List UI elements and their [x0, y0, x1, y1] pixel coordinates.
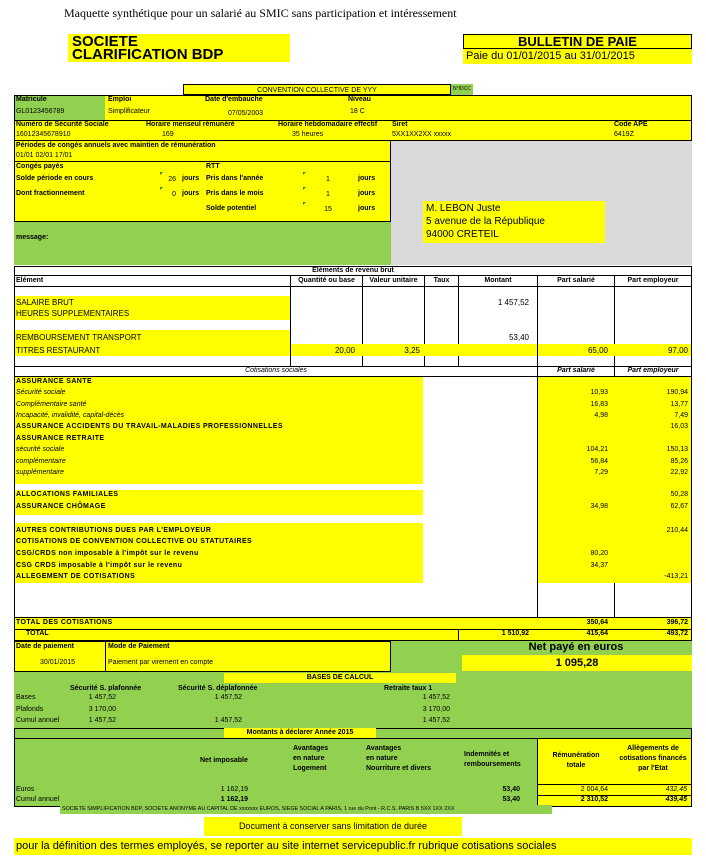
cotisation-row-label: Complémentaire santé — [16, 401, 87, 408]
bases-col3: Retraite taux 1 — [384, 685, 433, 692]
embauche-label: Date d'embauche — [205, 96, 263, 103]
montants-row-net: 1 162,19 — [220, 796, 248, 803]
convention-collective: CONVENTION COLLECTIVE DE YYY — [183, 84, 451, 95]
periodes-value: 01/01 02/01 17/01 — [16, 152, 73, 159]
col-unit: Valeur unitaire — [369, 277, 418, 284]
cotisation-row-salarie: 80,20 — [590, 550, 608, 557]
element-row-label: HEURES SUPPLEMENTAIRES — [16, 309, 130, 318]
solde-jours: jours — [182, 175, 200, 182]
company-name — [68, 34, 290, 62]
element-row-label: REMBOURSEMENT TRANSPORT — [16, 333, 142, 342]
solde-potentiel-jours: jours — [358, 205, 376, 212]
emploi-label: Emploi — [108, 96, 132, 103]
montants-row-ind: 53,40 — [502, 786, 520, 793]
cotisations-title: Cotisations sociales — [245, 367, 307, 374]
periodes-label: Périodes de congés annuels avec maintien de rémunération — [16, 142, 216, 149]
idcc-label: N°IDCC — [451, 84, 473, 95]
bases-row-value: 3 170,00 — [422, 706, 450, 713]
cotisation-row-label: ASSURANCE RETRAITE — [16, 435, 105, 442]
cotisation-row-employeur: 190,94 — [666, 389, 688, 396]
bases-row-value: 1 457,52 — [214, 694, 242, 701]
address-name: M. LEBON Juste — [426, 203, 501, 214]
company-info: SOCIETE SIMPLIFICATION BDP, SOCIETE ANONYME AU CAPITAL DE xxxxxxx EUROS, SIEGE SOCIAL A PARIS, 1 rue du Pont - R.C.S. PARIS B 5XX 1XX 2XX — [60, 805, 552, 814]
payment-date-label: Date de paiement — [16, 643, 74, 650]
niveau-label: Niveau — [348, 96, 371, 103]
total-salarie: 415,64 — [586, 630, 608, 637]
payment-mode: Paiement par virement en compte — [108, 659, 214, 666]
bases-row-value: 1 457,52 — [88, 694, 116, 701]
cotisation-row-label: supplémentaire — [16, 469, 64, 476]
elements-title: Eléments de revenu brut — [15, 267, 691, 276]
montants-row-net: 1 162,19 — [220, 786, 248, 793]
bases-row-label: Plafonds — [16, 706, 44, 713]
solde-label: Solde période en cours — [16, 175, 94, 182]
element-row-employeur: 97,00 — [667, 346, 688, 355]
cotisation-row-label: ASSURANCE ACCIDENTS DU TRAVAIL-MALADIES PROFESSIONNELLES — [16, 423, 283, 430]
hebdo-label: Horaire hebdomadaire effectif — [278, 121, 378, 128]
montants-col-rem: Rémunération totale — [552, 752, 600, 769]
montants-row-all: 439,45 — [665, 796, 687, 803]
pris-mois-label: Pris dans le mois — [206, 190, 264, 197]
cotisation-row-salarie: 104,21 — [586, 446, 608, 453]
montants-row-rem: 2 004,64 — [580, 786, 608, 793]
payment-date: 30/01/2015 — [40, 659, 76, 666]
cotisation-row-employeur: 16,03 — [670, 423, 688, 430]
address-city: 94000 CRETEIL — [426, 229, 499, 240]
total-label: TOTAL — [26, 630, 49, 637]
cot-col-employeur: Part employeur — [627, 367, 679, 374]
montants-col-ind: Indemnités et remboursements — [464, 751, 521, 768]
cotisation-row-label: CSG/CRDS non imposable à l'impôt sur le revenu — [16, 550, 199, 557]
montants-row-label: Cumul annuel — [16, 796, 60, 803]
cot-col-salarie: Part salarié — [557, 367, 595, 374]
conges-label: Congés payés — [16, 163, 64, 170]
element-row-label: TITRES RESTAURANT — [16, 346, 101, 355]
solde-potentiel-label: Solde potentiel — [206, 205, 257, 212]
rtt-label: RTT — [206, 163, 220, 170]
montants-col-net: Net imposable — [200, 757, 248, 764]
secu-label: Numéro de Sécurité Sociale — [16, 121, 109, 128]
col-qty: Quantité ou base — [298, 277, 355, 284]
cotisation-row-label: Incapacité, invalidité, capital-décès — [16, 412, 125, 419]
montants-col-all: Allègements de cotisations financés par l'Etat — [619, 745, 687, 772]
pay-period: Paie du 01/01/2015 au 31/01/2015 — [463, 49, 692, 64]
bases-col1: Sécurité S. plafonnée — [70, 685, 142, 692]
cotisation-row-employeur: 22,92 — [670, 469, 688, 476]
element-row-montant: 53,40 — [508, 333, 529, 342]
bases-row-label: Cumul annuel — [16, 717, 60, 724]
bases-row-label: Bases — [16, 694, 36, 701]
definition-note: pour la définition des termes employés, se reporter au site internet servicepublic.fr rubrique cotisations sociales — [14, 838, 692, 855]
montants-row-ind: 53,40 — [502, 796, 520, 803]
cotisation-row-label: complémentaire — [16, 458, 66, 465]
net-value: 1 095,28 — [462, 655, 692, 671]
bases-col2: Sécurité S. déplafonnée — [178, 685, 258, 692]
conserver-note: Document à conserver sans limitation de durée — [204, 817, 462, 836]
niveau-value: 18 C — [350, 108, 365, 115]
cotisation-row-label: ALLOCATIONS FAMILIALES — [16, 491, 119, 498]
net-label: Net payé en euros — [528, 641, 624, 653]
pris-annee-jours: jours — [358, 175, 376, 182]
bulletin-title: BULLETIN DE PAIE — [463, 34, 692, 49]
cotisation-row-salarie: 34,98 — [590, 503, 608, 510]
cotisation-row-label: Sécurité sociale — [16, 389, 66, 396]
total-cotisations-employeur: 396,72 — [666, 619, 688, 626]
siret-value: 5XX1XX2XX xxxxx — [392, 131, 452, 138]
maquette-title: Maquette synthétique pour un salarié au SMIC sans participation et intéressement — [64, 6, 457, 20]
horaire-value: 169 — [162, 131, 174, 138]
element-row-qty: 20,00 — [334, 346, 355, 355]
ape-label: Code APE — [614, 121, 648, 128]
element-row-montant: 1 457,52 — [497, 298, 529, 307]
montants-title: Montants à déclarer Année 2015 — [224, 728, 376, 738]
solde-value: 26 — [168, 176, 176, 183]
hebdo-value: 35 heures — [292, 131, 324, 138]
montants-row-label: Euros — [16, 786, 35, 793]
matricule-label: Matricule — [16, 96, 47, 103]
cotisation-row-salarie: 56,84 — [590, 458, 608, 465]
emploi-value: Simplificateur — [108, 108, 151, 115]
horaire-label: Horaire menseul rémunéré — [146, 121, 235, 128]
bases-title: BASES DE CALCUL — [224, 673, 456, 683]
address-block — [423, 201, 605, 243]
cotisation-row-employeur: 85,26 — [670, 458, 688, 465]
dont-jours: jours — [182, 190, 200, 197]
ape-value: 6419Z — [614, 131, 634, 138]
bases-row-value: 1 457,52 — [88, 717, 116, 724]
total-employeur: 493,72 — [666, 630, 688, 637]
bases-row-value: 1 457,52 — [214, 717, 242, 724]
col-element: Elément — [16, 277, 44, 284]
cotisation-row-employeur: 150,13 — [666, 446, 688, 453]
cotisation-row-label: AUTRES CONTRIBUTIONS DUES PAR L'EMPLOYEUR — [16, 527, 212, 534]
cotisation-row-employeur: -413,21 — [664, 573, 688, 580]
element-row-label: SALAIRE BRUT — [16, 298, 74, 307]
bases-row-value: 1 457,52 — [422, 694, 450, 701]
company-line2: CLARIFICATION BDP — [72, 46, 224, 63]
cotisation-row-employeur: 7,49 — [674, 412, 688, 419]
pris-annee-label: Pris dans l'année — [206, 175, 264, 182]
cotisation-row-label: CSG CRDS imposable à l'impôt sur le revenu — [16, 562, 183, 569]
pris-mois-value: 1 — [326, 191, 330, 198]
cotisation-row-label: ASSURANCE SANTE — [16, 378, 93, 385]
element-row-unit: 3,25 — [404, 346, 420, 355]
cotisation-row-salarie: 16,83 — [590, 401, 608, 408]
col-taux: Taux — [433, 277, 450, 284]
company-line1: SOCIETE — [72, 33, 138, 50]
cotisation-row-employeur: 62,67 — [670, 503, 688, 510]
montants-col-av1: Avantages en nature Logement — [293, 745, 329, 772]
cotisation-row-employeur: 50,28 — [670, 491, 688, 498]
cotisation-row-salarie: 34,37 — [590, 562, 608, 569]
message-box — [14, 222, 391, 265]
dont-label: Dont fractionnement — [16, 190, 85, 197]
col-employeur: Part employeur — [627, 277, 679, 284]
cotisation-row-salarie: 7,29 — [594, 469, 608, 476]
cotisation-row-salarie: 10,93 — [590, 389, 608, 396]
total-montant: 1 510,92 — [501, 630, 529, 637]
cotisation-row-label: sécurité sociale — [16, 446, 65, 453]
cotisation-row-label: COTISATIONS DE CONVENTION COLLECTIVE OU STATUTAIRES — [16, 538, 253, 545]
pris-mois-jours: jours — [358, 190, 376, 197]
cotisation-row-label: ASSURANCE CHÔMAGE — [16, 503, 106, 510]
col-salarie: Part salarié — [557, 277, 595, 284]
bases-row-value: 3 170,00 — [88, 706, 116, 713]
cotisation-row-salarie: 4,98 — [594, 412, 608, 419]
cotisation-row-employeur: 210,44 — [666, 527, 688, 534]
bases-row-value: 1 457,52 — [422, 717, 450, 724]
embauche-value: 07/05/2003 — [228, 110, 264, 117]
col-montant: Montant — [484, 277, 512, 284]
message-label: message: — [16, 234, 49, 241]
address-street: 5 avenue de la République — [426, 216, 545, 227]
total-cotisations-salarie: 350,64 — [586, 619, 608, 626]
secu-value: 16012345678910 — [16, 131, 71, 138]
matricule-value: GL0123456789 — [16, 108, 65, 115]
payment-mode-label: Mode de Paiement — [108, 643, 170, 650]
dont-value: 0 — [172, 191, 176, 198]
siret-label: Siret — [392, 121, 408, 128]
total-cotisations-label: TOTAL DES COTISATIONS — [16, 619, 113, 626]
cotisation-row-label: ALLEGEMENT DE COTISATIONS — [16, 573, 136, 580]
cotisation-row-employeur: 13,77 — [670, 401, 688, 408]
element-row-salarie: 65,00 — [587, 346, 608, 355]
montants-col-av2: Avantages en nature Nourriture et divers — [366, 745, 431, 772]
solde-potentiel-value: 15 — [324, 206, 332, 213]
pris-annee-value: 1 — [326, 176, 330, 183]
montants-row-all: 432,45 — [665, 786, 687, 793]
montants-row-rem: 2 310,52 — [580, 796, 608, 803]
